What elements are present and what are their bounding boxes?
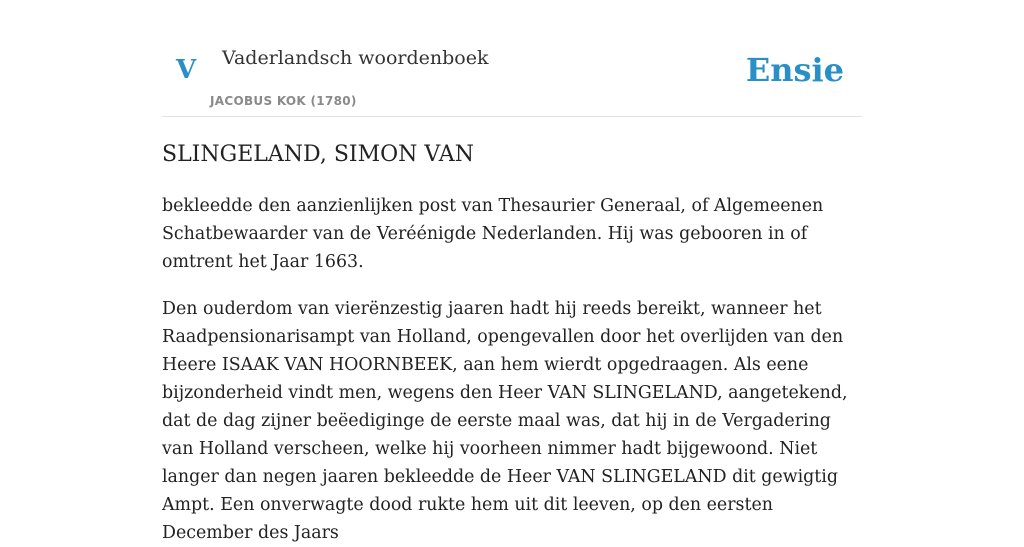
entry-title: SLINGELAND, SIMON VAN — [162, 142, 474, 167]
entry-paragraph: bekleedde den aanzienlijken post van Thesaurier Generaal, of Algemeenen Schatbewaarder van de Veréénigde Nederlanden. Hij was gebooren in of omtrent het Jaar 1663. — [162, 196, 824, 272]
entry-paragraph: Den ouderdom van vierënzestig jaaren hadt hij reeds bereikt, wanneer het Raadpensionarisampt van Holland, opengevallen door het overlijden van den Heere ISAAK VAN HOORNBEEK, aan hem wierdt opgedraagen. Als eene bijzonderheid vindt men, wegens den Heer VAN SLINGELAND, aangetekend, dat de dag zijner beëediginge de eerste maal was, dat hij in de Vergadering van Holland verscheen, welke hij voorheen nimmer hadt bijgewoond. Niet langer dan negen jaaren bekleedde de Heer VAN SLINGELAND dit gewigtig Ampt. Een onverwagte dood rukte hem uit dit leeven, op den eersten December des Jaars — [162, 299, 848, 543]
book-title-link[interactable]: Vaderlandsch woordenboek — [222, 47, 489, 69]
entry-article — [162, 140, 862, 547]
book-letter-icon[interactable]: V — [176, 55, 197, 85]
ensie-logo-link[interactable]: Ensie — [745, 51, 844, 89]
page-header — [162, 0, 862, 117]
book-author: JACOBUS KOK (1780) — [210, 94, 357, 108]
